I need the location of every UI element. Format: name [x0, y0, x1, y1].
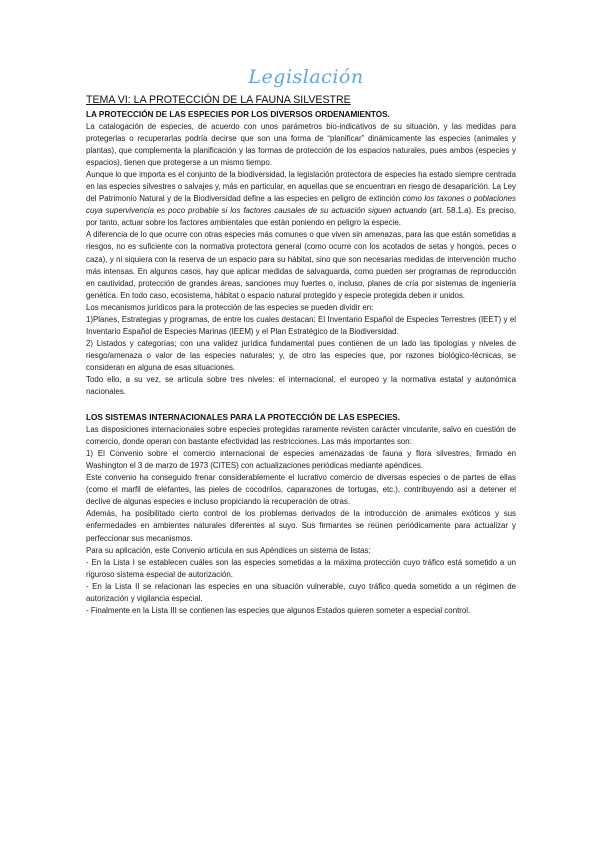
paragraph-text: (art. 58.1.a). Es preciso, por tanto, actuar sobre los factores ambientales que están poniendo en peligro la especie.: [86, 206, 517, 228]
list-item: - En la Lista I se establecen cuáles son las especies sometidas a la máxima protección cuyo tráfico está sometido a un riguroso sistema especial de autorización.: [86, 557, 516, 579]
paragraph: 1) El Convenio sobre el comercio internacional de especies amenazadas de fauna y flora silvestres, firmado en Washington el 3 de marzo de 1973 (CITES) con actualizaciones periódicas mediante apéndices.: [86, 449, 516, 471]
topic-heading: TEMA VI: LA PROTECCIÓN DE LA FAUNA SILVESTRE: [86, 94, 351, 106]
document-page: [86, 62, 516, 617]
italic-quote: como los taxones o poblaciones cuya supervivencia es poco probable si los factores causales de su actuación siguen actuando: [86, 194, 517, 216]
list-item: 1)Planes, Estrategias y programas, de entre los cuales destacan: El Inventario Español de Especies Terrestres (IEET) y el Inventario Español de Especies Marinas (IEEM) y el Plan Estratégico de la Biodiversidad.: [86, 314, 516, 336]
paragraph: A diferencia de lo que ocurre con otras especies más comunes o que viven sin amenazas, para las que están sometidas a riesgos, no es suficiente con la normativa protectora general (como ocurre con los acotados de setas y hongos, peces o caza), y ni siquiera con la reserva de un espacio para su hábitat, sino que son necesarias medidas de intervención mucho más intensas. En algunos casos, hay que aplicar medidas de salvaguarda, como pueden ser programas de reproducción en cautividad, protección de grandes áreas, sanciones muy fuertes o, incluso, planes de cría por sistemas de ingeniería genética. En todo caso, ecosistema, hábitat o espacio natural protegido y especie protegida deben ir unidos.: [86, 230, 516, 300]
paragraph: Todo ello, a su vez, se articula sobre tres niveles: el internacional, el europeo y la normativa estatal y autonómica nacionales.: [86, 374, 516, 397]
paragraph: [86, 169, 516, 229]
paragraph: Además, ha posibilitado cierto control de los problemas derivados de la introducción de animales exóticos y sus enfermedades en ambientes naturales diferentes al suyo. Sus firmantes se reúnen periódicamente para actualizar y perfeccionar sus mecanismos.: [86, 509, 516, 543]
section-heading-2: LOS SISTEMAS INTERNACIONALES PARA LA PROTECCIÓN DE LAS ESPECIES.: [86, 413, 401, 423]
paragraph-text: Aunque lo que importa es el conjunto de la biodiversidad, la legislación protectora de especies ha estado siempre centrada en las especies silvestres o salvajes y, más en particular, en aquellas que se encuentran en riesgo de desaparición. La Ley del Patrimonio Natural y de la Biodiversidad define a las especies en peligro de extinción: [86, 170, 516, 204]
paragraph: Para su aplicación, este Convenio articula en sus Apéndices un sistema de listas:: [86, 545, 371, 555]
list-item: - Finalmente en la Lista III se contienen las especies que algunos Estados quieren someter a especial control.: [86, 605, 471, 615]
paragraph: Este convenio ha conseguido frenar considerablemente el lucrativo comercio de diversas especies o de partes de ellas (como el marfil de elefantes, las pieles de cocodrilos, caparazones de tortugas, etc.), contribuyendo así a detener el declive de algunas especies e incluso propiciando la recuperación de otras.: [86, 473, 516, 507]
paragraph: Los mecanismos jurídicos para la protección de las especies se pueden dividir en:: [86, 302, 374, 312]
paragraph: Las disposiciones internacionales sobre especies protegidas raramente revisten carácter vinculante, salvo en cuestión de comercio, donde operan con bastante efectividad las restricciones. Las más importantes son:: [86, 425, 516, 447]
list-item: 2) Listados y categorías; con una validez jurídica fundamental pues contienen de un lado las tipologías y niveles de riesgo/amenaza o valor de las especies naturales; y, de otro las especies que, por razones biológico-técnicas, se consideran en alguna de esas situaciones.: [86, 338, 516, 372]
section-spacer: [86, 398, 516, 410]
section-heading-1: LA PROTECCIÓN DE LAS ESPECIES POR LOS DIVERSOS ORDENAMIENTOS.: [86, 110, 390, 119]
paragraph: La catalogación de especies, de acuerdo con unos parámetros bio-indicativos de su situación, y las medidas para protegerlas o recuperarlas podría decirse que son una forma de “planificar” dinámicamente las especies (animales y plantas), que complementa la planificación y las formas de protección de los espacios naturales, pues ambos (especies y espacios), tienen que protegerse a un mismo tiempo.: [86, 122, 516, 168]
list-item: - En la Lista II se relacionan las especies en una situación vulnerable, cuyo tráfico queda sometido a un régimen de autorización y vigilancia especial.: [86, 581, 516, 603]
document-title: Legislación: [248, 66, 364, 88]
